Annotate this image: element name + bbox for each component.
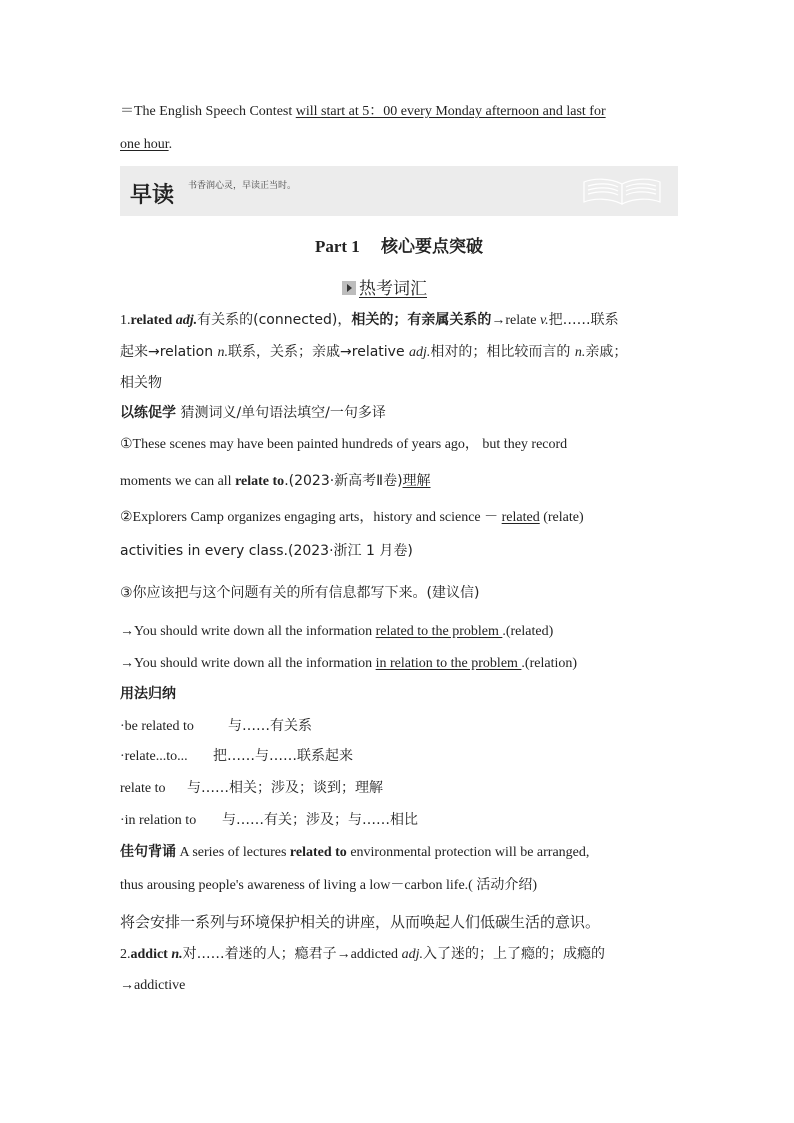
open-book-icon <box>580 174 664 208</box>
example-1-line-1: ①These scenes may have been painted hundreds of years ago， but they record <box>120 437 568 452</box>
sentence-keyword: related to <box>289 845 347 860</box>
usage-meaning: 与……有关；涉及；与……相比 <box>222 812 418 828</box>
example-text: →You should write down all the information <box>120 624 376 639</box>
derived-word: →addicted <box>336 947 402 962</box>
definition-bold: 相关的；有亲属关系的 <box>351 312 492 328</box>
example-answer: related <box>501 510 540 525</box>
example-2-line-1 <box>120 511 584 525</box>
usage-heading: 用法归纳 <box>120 686 176 702</box>
practice-label: 以练促学 <box>120 405 176 421</box>
part-label: Part 1 <box>314 237 360 256</box>
part-title <box>120 232 678 257</box>
morning-reading-banner <box>120 166 678 216</box>
usage-item-3 <box>120 781 383 796</box>
sentence-label: 佳句背诵 <box>120 844 176 860</box>
definition: 对……着迷的人；瘾君子 <box>182 946 337 962</box>
usage-phrase: ·be related to <box>120 719 194 734</box>
part-of-speech: n. <box>574 345 586 360</box>
example-answer: 理解 <box>402 473 431 489</box>
example-hint: .(related) <box>502 624 554 639</box>
intro-underlined-text: one hour <box>120 137 169 152</box>
usage-meaning: 与……有关系 <box>228 718 312 734</box>
sentence-text: environmental protection will be arranged, <box>346 845 590 860</box>
headword: related <box>130 313 173 328</box>
definition: 亲戚； <box>585 344 628 360</box>
practice-heading <box>120 406 386 421</box>
definition: 有关系的(connected)， <box>197 312 352 328</box>
sentence-line-2: thus arousing people's awareness of living a low－carbon life.( 活动介绍) <box>120 878 537 893</box>
example-source: .(2023·新高考Ⅱ卷) <box>284 473 403 489</box>
example-1-line-2 <box>120 474 431 489</box>
usage-phrase: relate to <box>120 781 166 796</box>
part-of-speech: v. <box>539 313 549 328</box>
entry-number: 1. <box>120 313 131 328</box>
example-answer: related to the problem <box>375 624 503 639</box>
example-3-answer-2 <box>120 657 577 671</box>
part-of-speech: n. <box>171 947 183 962</box>
banner-subtitle: 书香润心灵，早读正当时。 <box>188 181 297 191</box>
example-3-prompt: ③你应该把与这个问题有关的所有信息都写下来。(建议信) <box>120 585 480 601</box>
section-heading <box>342 274 427 299</box>
section-label: 热考词汇 <box>359 279 427 299</box>
usage-item-1 <box>120 719 312 734</box>
sentence-line-1 <box>120 845 589 860</box>
example-hint: .(relation) <box>521 656 578 671</box>
usage-phrase: ·relate...to... <box>120 749 188 764</box>
usage-meaning: 与……相关；涉及；谈到；理解 <box>187 780 383 796</box>
headword: addict <box>130 947 168 962</box>
section-marker-icon <box>342 281 356 295</box>
definition: 相对的；相比较而言的 <box>430 344 575 360</box>
example-text: →You should write down all the information <box>120 656 376 671</box>
part-heading: 核心要点突破 <box>381 237 484 257</box>
practice-description: 猜测词义/单句语法填空/一句多译 <box>176 405 386 421</box>
usage-item-2 <box>120 749 353 764</box>
derived-word: →relate <box>491 313 540 328</box>
part-of-speech: adj. <box>175 313 198 328</box>
example-2-line-2: activities in every class.(2023·浙江 1 月卷) <box>120 543 413 559</box>
entry-number: 2. <box>120 947 131 962</box>
entry1-line-3: 相关物 <box>120 375 162 391</box>
intro-line-2 <box>120 138 172 152</box>
derived-word: 起来→relation <box>120 344 218 360</box>
usage-phrase: ·in relation to <box>120 813 197 828</box>
part-of-speech: adj. <box>401 947 423 962</box>
sentence-translation: 将会安排一系列与环境保护相关的讲座，从而唤起人们低碳生活的意识。 <box>120 913 601 931</box>
part-of-speech: adj. <box>409 345 431 360</box>
entry2-line-2: →addictive <box>120 978 186 993</box>
example-keyword: relate to <box>235 474 285 489</box>
example-text: moments we can all <box>120 474 236 489</box>
banner-title: 早读 <box>130 183 175 208</box>
usage-item-4 <box>120 813 418 828</box>
intro-text: . <box>168 137 173 152</box>
example-3-answer-1 <box>120 625 553 639</box>
sentence-text: A series of lectures <box>176 845 290 860</box>
part-of-speech: n. <box>217 345 229 360</box>
entry2-line-1 <box>120 947 605 962</box>
entry1-line-2 <box>120 345 627 360</box>
intro-text: ＝The English Speech Contest <box>120 104 296 119</box>
definition: 把……联系 <box>548 312 619 328</box>
intro-underlined-text: will start at 5：00 every Monday afternoon and last for <box>295 104 606 119</box>
definition: 入了迷的；上了瘾的；成瘾的 <box>422 946 605 962</box>
example-text: ②Explorers Camp organizes engaging arts，history and science － <box>120 510 502 525</box>
definition: 联系，关系；亲戚→relative <box>228 344 410 360</box>
example-answer: in relation to the problem <box>375 656 522 671</box>
example-hint: (relate) <box>539 510 584 525</box>
usage-meaning: 把……与……联系起来 <box>213 748 353 764</box>
intro-line-1 <box>120 105 606 119</box>
entry1-line-1 <box>120 313 619 328</box>
